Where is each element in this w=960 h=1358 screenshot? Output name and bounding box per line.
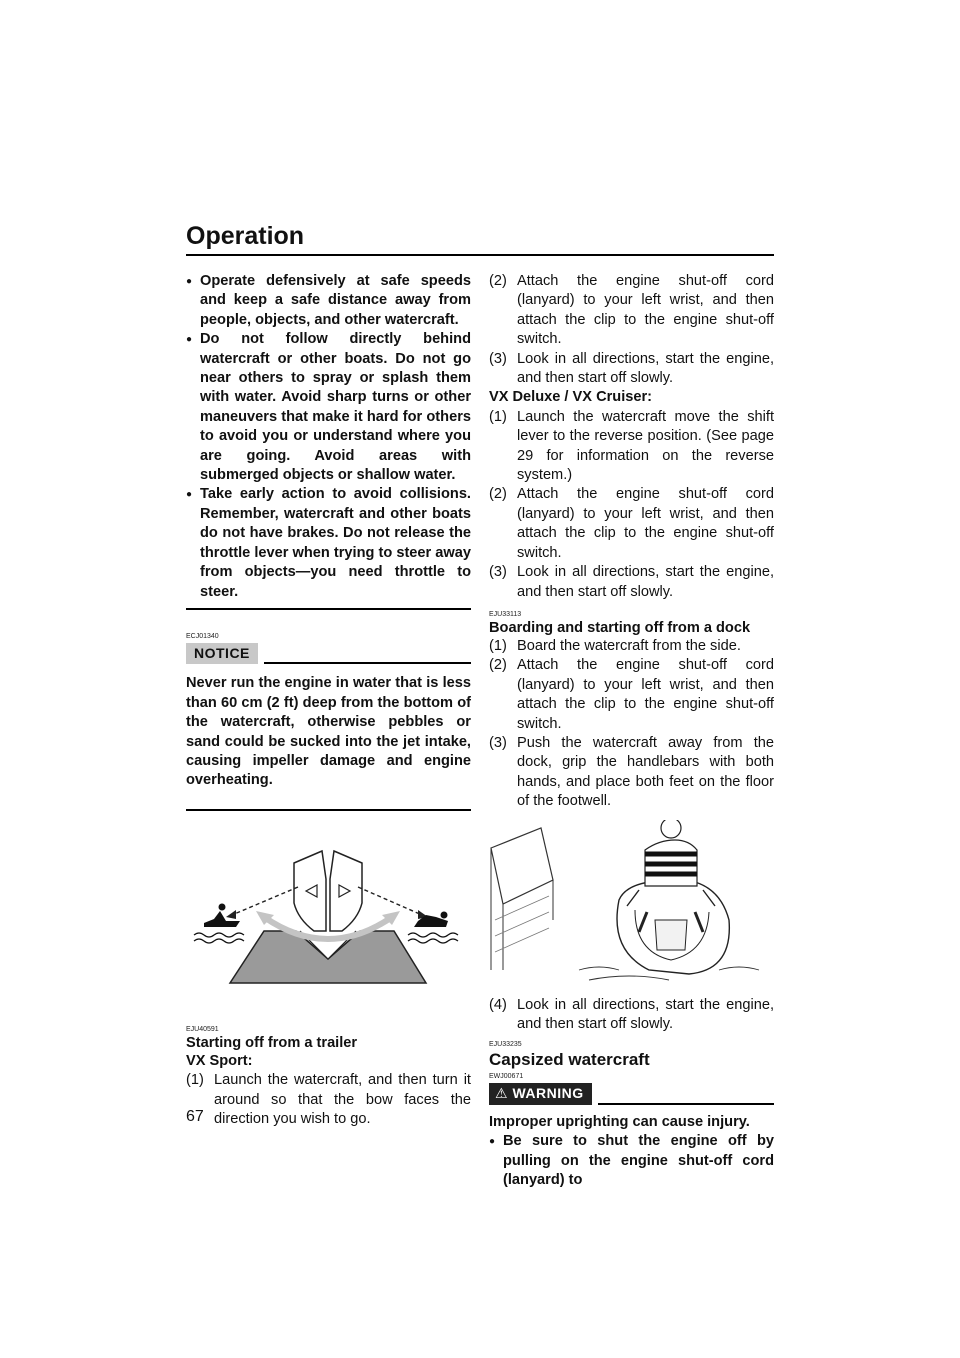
step-text: Launch the watercraft, and then turn it around so that the bow faces the direction you wish to go. xyxy=(214,1072,471,1127)
warning-rule xyxy=(598,1103,774,1105)
warning-label-row xyxy=(489,1083,774,1104)
bullet-item: ● Take early action to avoid collisions. Remember, watercraft and other boats do not have brakes. Do not release the throttle lever when trying to steer away from objects—you need throttle to steer. xyxy=(186,485,471,601)
step-item xyxy=(489,637,774,656)
helmet-left-icon xyxy=(294,851,326,931)
section-heading: Capsized watercraft xyxy=(489,1050,650,1070)
section-heading: Boarding and starting off from a dock xyxy=(489,619,751,636)
notice-label: NOTICE xyxy=(186,643,258,664)
step-number: (4) xyxy=(489,996,507,1013)
step-item xyxy=(489,563,774,602)
bullet-item: ● Be sure to shut the engine off by pulling on the engine shut-off cord (lanyard) to xyxy=(489,1132,774,1190)
dock-boarding-illustration xyxy=(489,820,774,990)
step-number: (2) xyxy=(489,486,507,503)
section-code: EJU33235 xyxy=(489,1041,522,1049)
step-item xyxy=(489,734,774,812)
warning-label: ⚠ WARNING xyxy=(489,1083,592,1104)
right-column xyxy=(489,272,774,1190)
notice-code: ECJ01340 xyxy=(186,632,219,640)
step-number: (3) xyxy=(489,564,507,581)
bullet-item: ● Operate defensively at safe speeds and keep a safe distance away from people, objects, and other watercraft. xyxy=(186,272,471,330)
section-code: EJU33113 xyxy=(489,610,522,618)
step-number: (3) xyxy=(489,734,507,751)
helmet-icon xyxy=(661,820,681,838)
step-item xyxy=(489,272,774,350)
rider-view-illustration xyxy=(186,811,471,1009)
step-number: (3) xyxy=(489,350,507,367)
warning-intro: Improper uprighting can cause injury. xyxy=(489,1113,750,1130)
warning-code: EWJ00671 xyxy=(489,1073,524,1081)
step-item xyxy=(489,656,774,734)
step-number: (1) xyxy=(186,1072,204,1089)
step-number: (2) xyxy=(489,657,507,674)
page-number: 67 xyxy=(186,1108,204,1125)
step-text: Attach the engine shut-off cord (lanyard) to your left wrist, and then attach the clip to the engine shut-off switch. xyxy=(517,486,774,561)
warning-triangle-icon: ⚠ xyxy=(495,1085,509,1102)
step-number: (1) xyxy=(489,408,507,425)
sub-heading: VX Sport: xyxy=(186,1052,253,1069)
dock-icon xyxy=(491,828,553,904)
step-number: (2) xyxy=(489,273,507,289)
section-code: EJU40591 xyxy=(186,1025,219,1033)
step-number: (1) xyxy=(489,637,507,654)
step-text: Launch the watercraft move the shift lever to the reverse position. (See page 29 for information on the reverse system.) xyxy=(517,408,774,484)
dock-illustration xyxy=(489,820,774,990)
step-text: Look in all directions, start the engine, and then start off slowly. xyxy=(517,350,774,387)
step-text: Attach the engine shut-off cord (lanyard) to your left wrist, and then attach the clip to the engine shut-off switch. xyxy=(517,657,774,732)
step-item xyxy=(489,350,774,389)
step-item xyxy=(489,996,774,1035)
step-text: Board the watercraft from the side. xyxy=(517,637,741,654)
page-title: Operation xyxy=(186,222,305,250)
sub-heading: VX Deluxe / VX Cruiser: xyxy=(489,389,653,406)
divider xyxy=(186,608,471,610)
left-column xyxy=(186,272,471,1129)
step-item xyxy=(489,485,774,563)
header-rule xyxy=(186,254,774,256)
step-text: Push the watercraft away from the dock, grip the handlebars with both hands, and place both feet on the floor of the footwell. xyxy=(517,734,774,810)
bullet-item: ● Do not follow directly behind watercraft or other boats. Do not go near others to spray or splash them with water. Avoid sharp turns or other maneuvers that make it hard for others to avoid you or understand where you are going. Avoid areas with submerged objects or shallow water. xyxy=(186,330,471,485)
step-item xyxy=(489,408,774,486)
notice-rule xyxy=(264,662,471,664)
helmet-right-icon xyxy=(330,851,362,931)
collision-illustration xyxy=(186,811,471,1009)
step-item xyxy=(186,1071,471,1129)
section-heading: Starting off from a trailer xyxy=(186,1034,358,1051)
notice-label-row xyxy=(186,643,471,664)
step-text: Look in all directions, start the engine, and then start off slowly. xyxy=(517,564,774,600)
step-text: Attach the engine shut-off cord (lanyard) to your left wrist, and then attach the clip to the engine shut-off switch. xyxy=(517,273,774,348)
notice-text: Never run the engine in water that is less than 60 cm (2 ft) deep from the bottom of the watercraft, otherwise pebbles or sand could be sucked into the jet intake, causing impeller damage and engine overheating. xyxy=(186,675,471,789)
step-text: Look in all directions, start the engine, and then start off slowly. xyxy=(517,996,774,1032)
